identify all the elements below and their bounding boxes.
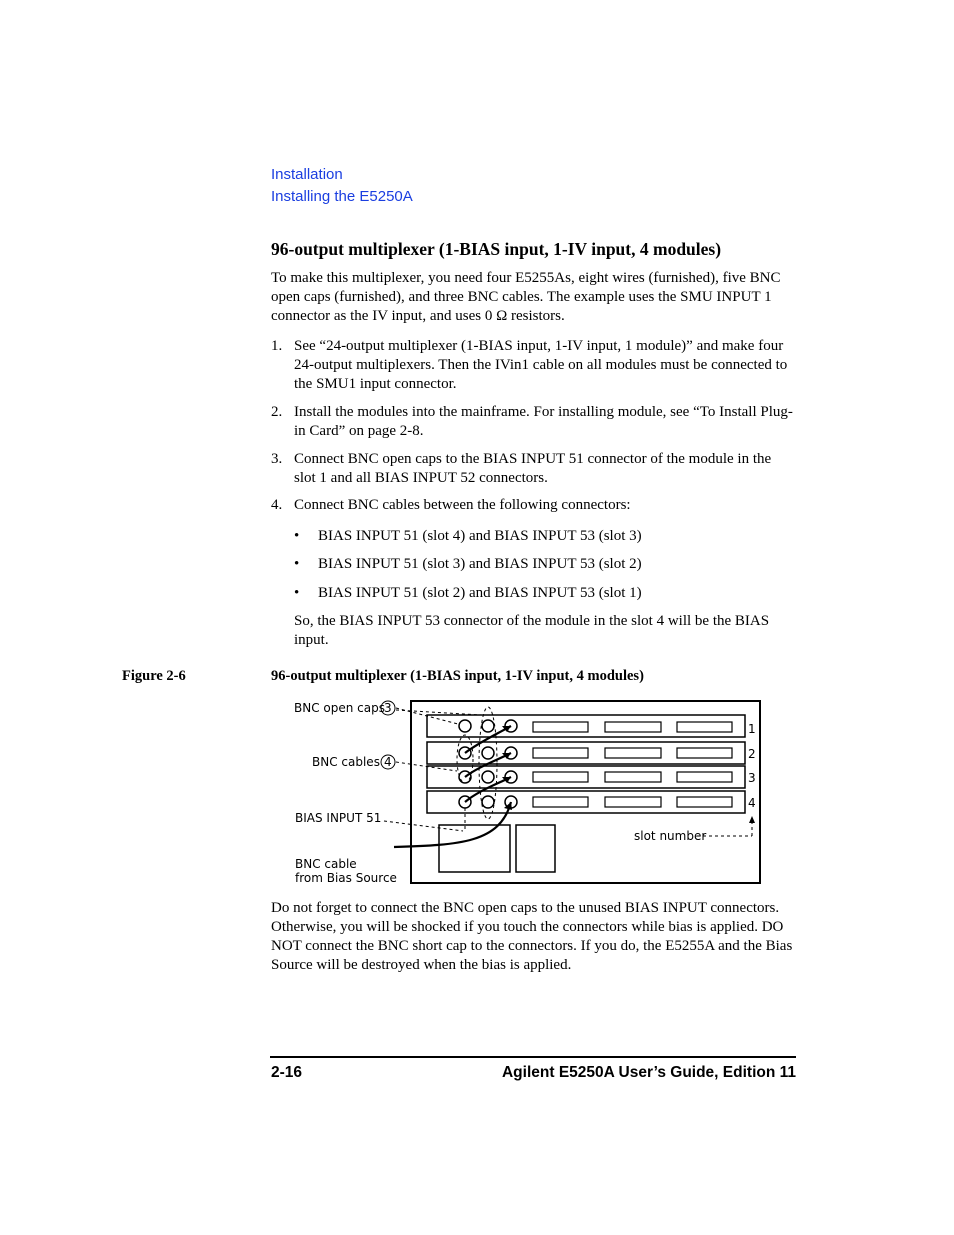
- slot-number-1: 1: [748, 722, 756, 736]
- mainframe-outline: [411, 701, 760, 883]
- label-cables: BNC cables: [312, 755, 380, 769]
- label-slot-number: slot number: [634, 829, 707, 843]
- bullet-1-symbol: •: [294, 528, 300, 544]
- step-4-number: 4.: [271, 497, 283, 513]
- step-1-number: 1.: [271, 338, 283, 354]
- bullet-3-symbol: •: [294, 585, 300, 601]
- label-cables-num: 4: [384, 755, 392, 769]
- figure-label: Figure 2-6: [122, 668, 186, 684]
- module-slot-1: [427, 715, 745, 737]
- cable-slot2-to-slot1: [465, 726, 511, 753]
- step-4-note: So, the BIAS INPUT 53 connector of the module in the slot 4 will be the BIAS input.: [294, 613, 770, 648]
- warning-paragraph: Do not forget to connect the BNC open caps to the unused BIAS INPUT connectors. Otherwise, you will be shocked if you touch the connectors while bias is applied. DO NOT connect the BNC short cap to the connectors. If you do, the E5255A and the Bias Source will be destroyed when the bias is applied.: [271, 900, 793, 973]
- step-4-text: Connect BNC cables between the following connectors:: [294, 497, 631, 513]
- figure-title: 96-output multiplexer (1-BIAS input, 1-IV input, 4 modules): [271, 668, 644, 684]
- footer-page-number: 2-16: [271, 1064, 303, 1081]
- label-open-caps: BNC open caps: [294, 701, 385, 715]
- breadcrumb-installation[interactable]: Installation: [271, 166, 343, 183]
- label-bias-cable-2: from Bias Source: [295, 871, 397, 885]
- bias-source-box: [439, 825, 510, 872]
- bullet-1-text: BIAS INPUT 51 (slot 4) and BIAS INPUT 53 (slot 3): [318, 528, 642, 544]
- breadcrumb-installing-e5250a[interactable]: Installing the E5250A: [271, 188, 413, 205]
- section-heading: 96-output multiplexer (1-BIAS input, 1-IV input, 4 modules): [271, 239, 722, 259]
- bullet-2-text: BIAS INPUT 51 (slot 3) and BIAS INPUT 53 (slot 2): [318, 556, 642, 572]
- bullet-2-symbol: •: [294, 556, 300, 572]
- bullet-3-text: BIAS INPUT 51 (slot 2) and BIAS INPUT 53 (slot 1): [318, 585, 642, 601]
- label-bias-cable-1: BNC cable: [295, 857, 357, 871]
- cable-slot4-to-slot3: [465, 777, 511, 802]
- step-3-text: Connect BNC open caps to the BIAS INPUT 51 connector of the module in the slot 1 and all BIAS INPUT 52 connectors.: [294, 451, 772, 486]
- slot-number-2: 2: [748, 747, 756, 761]
- label-open-caps-num: 3: [384, 701, 392, 715]
- multiplexer-diagram: [290, 695, 765, 889]
- module-slot-3: [427, 766, 745, 788]
- cable-slot3-to-slot2: [465, 753, 511, 777]
- label-bias-input: BIAS INPUT 51: [295, 811, 382, 825]
- slot-number-4: 4: [748, 796, 756, 810]
- side-box: [516, 825, 555, 872]
- slot-number-3: 3: [748, 771, 756, 785]
- step-2-number: 2.: [271, 404, 283, 420]
- step-2-text: Install the modules into the mainframe. For installing module, see “To Install Plug-in Card” on page 2-8.: [294, 404, 793, 439]
- step-3-number: 3.: [271, 451, 283, 467]
- footer-rule: [270, 1056, 796, 1058]
- step-1-text: See “24-output multiplexer (1-BIAS input, 1-IV input, 1 module)” and make four 24-output multiplexers. Then the IVin1 cable on all modules must be connected to the SMU1 input connector.: [294, 338, 788, 392]
- intro-paragraph: To make this multiplexer, you need four E5255As, eight wires (furnished), five BNC open caps (furnished), and three BNC cables. The example uses the SMU INPUT 1 connector as the IV input, and uses 0 Ω resistors.: [271, 270, 781, 324]
- footer-title: Agilent E5250A User’s Guide, Edition 11: [501, 1064, 796, 1081]
